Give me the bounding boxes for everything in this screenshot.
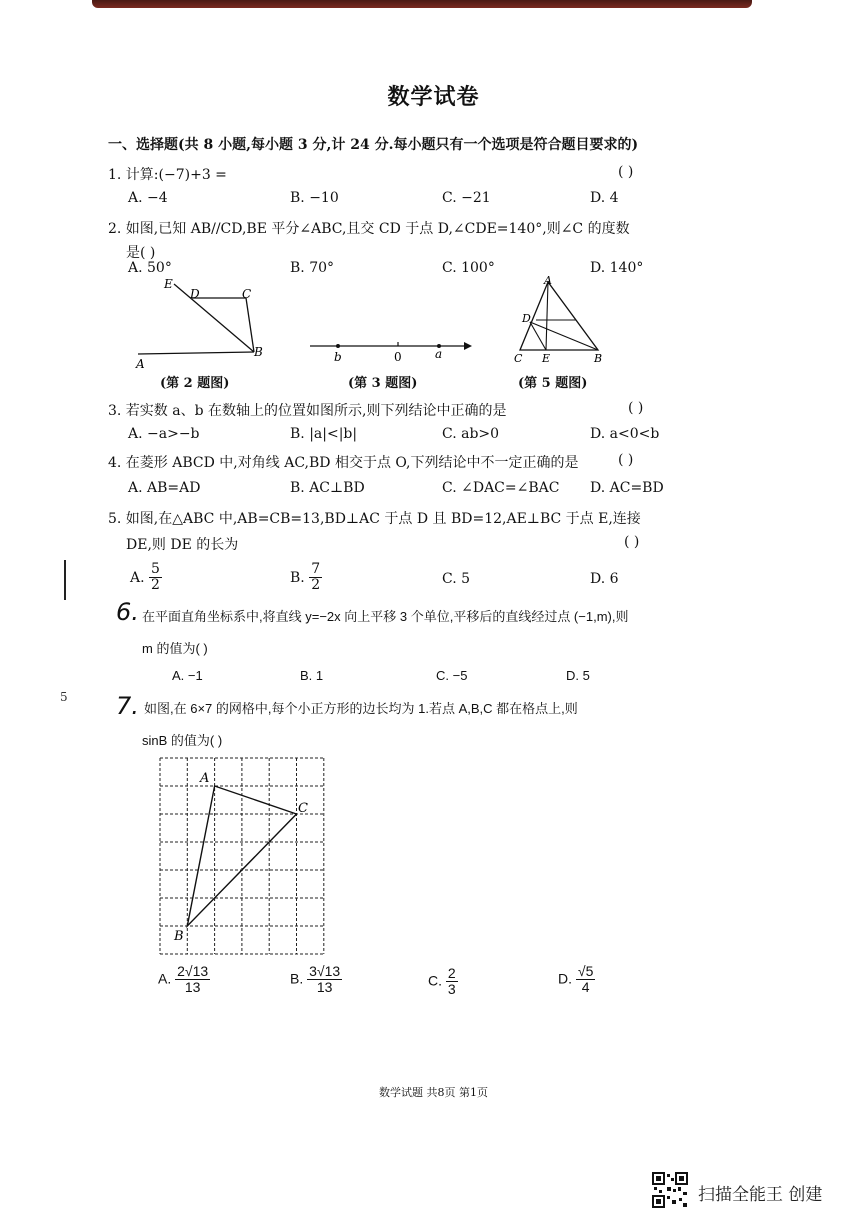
q7-option-a-fraction [175, 964, 210, 996]
fig2-label-d: D [190, 287, 200, 301]
q4-option-d: D. AC=BD [590, 480, 664, 496]
q5-option-b-denominator: 2 [311, 577, 321, 594]
q7-option-d [558, 964, 595, 996]
q7-option-d-denominator: 4 [581, 979, 590, 996]
q3-option-d: D. a<0<b [590, 426, 660, 442]
fig7-label-a: A [200, 771, 210, 786]
q7-option-b-fraction [307, 964, 342, 996]
question-6-number: 6. [116, 598, 139, 626]
q2-option-c: C. 100° [442, 260, 495, 276]
q5-option-c: C. 5 [442, 571, 471, 587]
figure-3-number-line [306, 334, 476, 364]
question-1-answer-paren: ( ) [618, 164, 634, 180]
q1-option-a: A. −4 [128, 190, 168, 206]
question-4: 4. 在菱形 ABCD 中,对角线 AC,BD 相交于点 O,下列结论中不一定正确的是 [108, 455, 579, 471]
question-2-line2: 是( ) [126, 245, 156, 261]
fig3-label-zero: 0 [394, 350, 402, 364]
top-edge-shadow [92, 0, 752, 8]
q5-option-a [130, 562, 162, 594]
q5-option-a-fraction [149, 562, 162, 594]
fig2-label-c: C [242, 287, 252, 301]
q4-option-c: C. ∠DAC=∠BAC [442, 480, 560, 496]
question-7-line2: sinB 的值为( ) [142, 733, 223, 748]
question-2-line1: 2. 如图,已知 AB//CD,BE 平分∠ABC,且交 CD 于点 D,∠CDE=140°,则∠C 的度数 [108, 221, 630, 237]
q1-option-c: C. −21 [442, 190, 491, 206]
q1-option-b: B. −10 [290, 190, 339, 206]
question-3: 3. 若实数 a、b 在数轴上的位置如图所示,则下列结论中正确的是 [108, 403, 507, 419]
question-1: 1. 计算:(−7)+3 = [108, 167, 227, 183]
q5-option-a-label: A. [130, 569, 145, 586]
fig5-label-d: D [522, 312, 531, 325]
figure-5-caption: (第 5 题图) [518, 376, 588, 391]
scanner-watermark: 扫描全能王 创建 [698, 1185, 823, 1205]
question-7-line1: 如图,在 6×7 的网格中,每个小正方形的边长均为 1.若点 A,B,C 都在格点上,则 [144, 701, 578, 716]
q7-option-b-numerator: 3√13 [309, 963, 341, 979]
fig2-label-e: E [164, 278, 173, 291]
q2-option-b: B. 70° [290, 260, 335, 276]
question-7-number: 7. [116, 692, 139, 720]
q5-option-a-numerator: 5 [151, 561, 160, 577]
figure-3-caption: (第 3 题图) [348, 376, 418, 391]
q7-option-b-denominator: 13 [316, 979, 333, 996]
question-5-line2: DE,则 DE 的长为 [126, 537, 239, 553]
q7-option-b-label: B. [290, 970, 304, 987]
number-line-arrow [464, 342, 472, 350]
fig5-label-e: E [542, 352, 551, 365]
margin-mark: 5 [60, 690, 68, 704]
figure-2-diagram [130, 278, 270, 368]
q4-option-a: A. AB=AD [128, 480, 201, 496]
fig5-label-b: B [594, 352, 603, 365]
q3-option-a: A. −a>−b [128, 426, 200, 442]
q4-option-b: B. AC⊥BD [290, 480, 365, 496]
q7-option-a-label: A. [158, 970, 172, 987]
margin-rule [64, 560, 66, 600]
q5-option-b-numerator: 7 [311, 561, 321, 577]
q7-option-d-fraction [576, 964, 595, 996]
q3-option-b: B. |a|<|b| [290, 426, 358, 442]
grid-lines [160, 758, 324, 954]
q7-option-d-label: D. [558, 970, 572, 987]
figure-7-grid [152, 754, 332, 960]
q7-option-b [290, 964, 342, 996]
q3-option-c: C. ab>0 [442, 426, 500, 442]
question-6-line1: 在平面直角坐标系中,将直线 y=−2x 向上平移 3 个单位,平移后的直线经过点 (−1,m),则 [142, 609, 629, 624]
question-5-line1: 5. 如图,在△ABC 中,AB=CB=13,BD⊥AC 于点 D 且 BD=12,AE⊥BC 于点 E,连接 [108, 511, 641, 527]
fig2-label-a: A [136, 357, 145, 368]
fig7-label-b: B [174, 929, 184, 944]
page-title: 数学试卷 [387, 84, 480, 110]
question-6-line2: m 的值为( ) [142, 641, 208, 656]
q7-option-c-label: C. [428, 972, 442, 989]
figure-5-diagram [506, 274, 612, 368]
question-3-answer-paren: ( ) [628, 400, 644, 416]
section-heading: 一、选择题(共 8 小题,每小题 3 分,计 24 分.每小题只有一个选项是符合题目要求的) [108, 137, 639, 153]
fig3-label-a: a [435, 347, 443, 361]
q6-option-d: D. 5 [566, 668, 590, 683]
q5-option-a-denominator: 2 [151, 577, 160, 594]
q7-option-a [158, 964, 210, 996]
q2-option-a: A. 50° [128, 260, 172, 276]
q5-option-b [290, 562, 322, 594]
fig5-label-a: A [544, 274, 552, 287]
q7-option-c-numerator: 2 [447, 965, 456, 981]
q7-option-a-denominator: 13 [184, 979, 201, 996]
question-4-answer-paren: ( ) [618, 452, 634, 468]
figure-2-caption: (第 2 题图) [160, 376, 230, 391]
q6-option-b: B. 1 [300, 668, 324, 683]
q5-option-d: D. 6 [590, 571, 619, 587]
q5-option-b-fraction [309, 562, 322, 594]
question-5-answer-paren: ( ) [624, 534, 640, 550]
fig5-label-c: C [514, 352, 523, 365]
q7-option-a-numerator: 2√13 [177, 963, 209, 979]
fig7-label-c: C [298, 801, 308, 816]
qr-code-icon [652, 1172, 688, 1208]
q1-option-d: D. 4 [590, 190, 619, 206]
fig3-label-b: b [334, 350, 342, 364]
q7-option-c-fraction [446, 966, 458, 998]
q7-option-d-numerator: √5 [577, 963, 594, 979]
fig2-label-b: B [254, 345, 263, 359]
q6-option-a: A. −1 [172, 668, 203, 683]
q2-option-d: D. 140° [590, 260, 644, 276]
q7-option-c [428, 966, 458, 998]
q5-option-b-label: B. [290, 569, 305, 586]
page-footer: 数学试题 共8页 第1页 [379, 1086, 488, 1099]
q7-option-c-denominator: 3 [447, 981, 456, 998]
q6-option-c: C. −5 [436, 668, 468, 683]
